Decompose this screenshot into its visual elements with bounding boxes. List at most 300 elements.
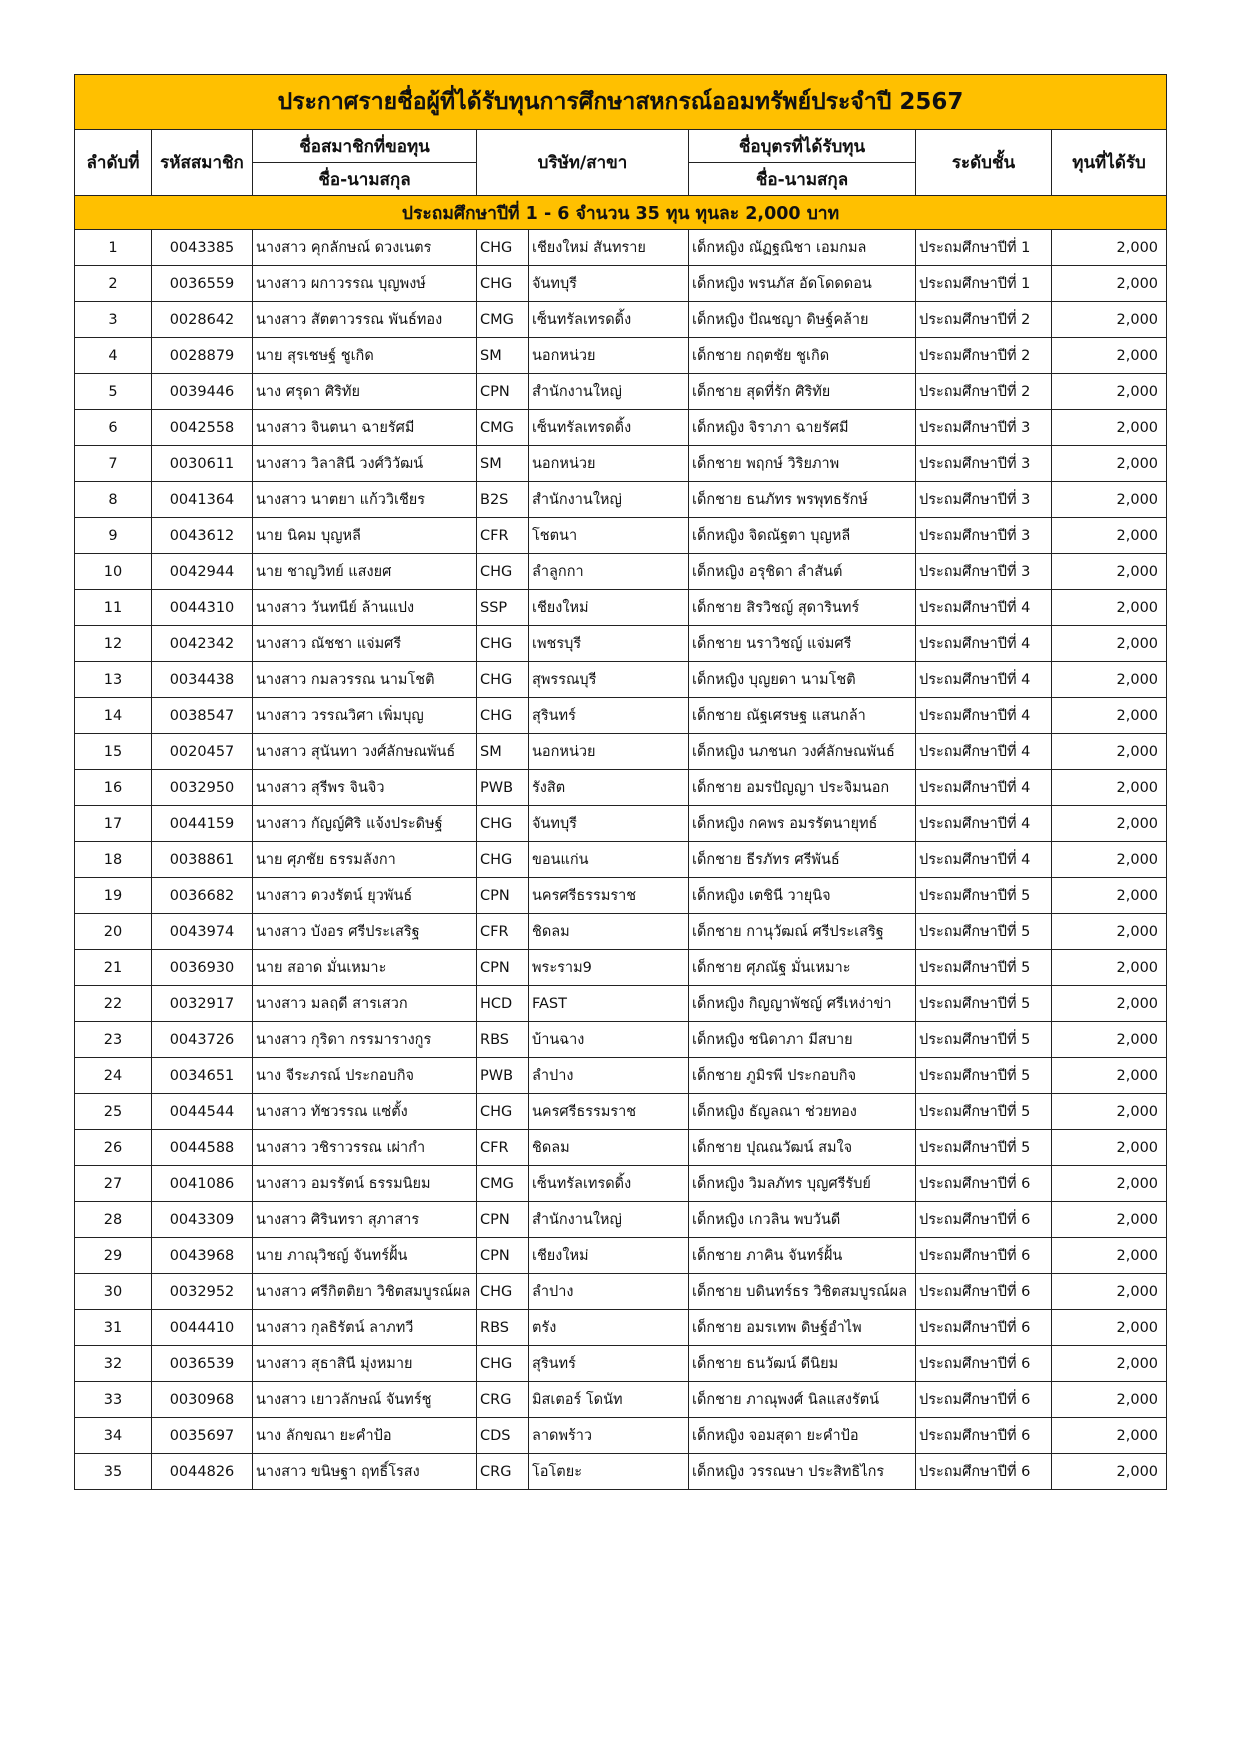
table-row [75,1238,1167,1274]
cell-company: B2S [477,482,529,518]
cell-branch: ชิดลม [529,1130,689,1166]
header-company-branch: บริษัท/สาขา [477,130,689,196]
cell-child: เด็กชาย ภาณุพงศ์ นิลแสงรัตน์ [689,1382,916,1418]
cell-no: 30 [75,1274,152,1310]
cell-child: เด็กหญิง วรรณษา ประสิทธิไกร [689,1454,916,1490]
header-child-bottom: ชื่อ-นามสกุล [689,163,916,196]
cell-child: เด็กหญิง กิญญาพัชญ์ ศรีเหง่าข่า [689,986,916,1022]
cell-no: 35 [75,1454,152,1490]
cell-no: 9 [75,518,152,554]
cell-member-id: 0044588 [152,1130,253,1166]
table-row [75,1382,1167,1418]
table-row [75,374,1167,410]
cell-company: CFR [477,914,529,950]
table-row [75,698,1167,734]
cell-child: เด็กหญิง ณัฏฐณิชา เอมกมล [689,230,916,266]
cell-company: RBS [477,1310,529,1346]
header-applicant-top: ชื่อสมาชิกที่ขอทุน [253,130,477,163]
cell-company: PWB [477,770,529,806]
cell-company: CHG [477,842,529,878]
cell-company: CMG [477,302,529,338]
header-applicant-bottom: ชื่อ-นามสกุล [253,163,477,196]
cell-level: ประถมศึกษาปีที่ 5 [916,950,1052,986]
table-row [75,914,1167,950]
cell-branch: เชียงใหม่ [529,1238,689,1274]
cell-amount: 2,000 [1052,302,1167,338]
table-row [75,1094,1167,1130]
cell-child: เด็กชาย ภูมิรพี ประกอบกิจ [689,1058,916,1094]
cell-no: 27 [75,1166,152,1202]
cell-member-id: 0035697 [152,1418,253,1454]
table-body [75,230,1167,1490]
cell-child: เด็กหญิง เตชินี วายุนิจ [689,878,916,914]
cell-amount: 2,000 [1052,1454,1167,1490]
table-row [75,266,1167,302]
cell-child: เด็กชาย ธนภัทร พรพุทธรักษ์ [689,482,916,518]
cell-branch: นอกหน่วย [529,338,689,374]
cell-child: เด็กหญิง วิมลภัทร บุญศรีรับย์ [689,1166,916,1202]
cell-company: CPN [477,1238,529,1274]
cell-member-id: 0043612 [152,518,253,554]
cell-no: 18 [75,842,152,878]
cell-member-id: 0030968 [152,1382,253,1418]
cell-level: ประถมศึกษาปีที่ 4 [916,734,1052,770]
table-row [75,446,1167,482]
cell-no: 21 [75,950,152,986]
cell-member-id: 0044826 [152,1454,253,1490]
cell-level: ประถมศึกษาปีที่ 1 [916,230,1052,266]
cell-child: เด็กชาย ปุณณวัฒน์ สมใจ [689,1130,916,1166]
cell-child: เด็กชาย ธีรภัทร ศรีพันธ์ [689,842,916,878]
cell-child: เด็กชาย สุดที่รัก ศิริทัย [689,374,916,410]
section-heading: ประถมศึกษาปีที่ 1 - 6 จำนวน 35 ทุน ทุนละ 2,000 บาท [75,196,1167,230]
cell-level: ประถมศึกษาปีที่ 4 [916,698,1052,734]
cell-applicant: นางสาว ขนิษฐา ฤทธิ์โรสง [253,1454,477,1490]
cell-branch: ตรัง [529,1310,689,1346]
cell-applicant: นาย ชาญวิทย์ แสงยศ [253,554,477,590]
cell-amount: 2,000 [1052,1166,1167,1202]
cell-amount: 2,000 [1052,1238,1167,1274]
cell-amount: 2,000 [1052,410,1167,446]
cell-company: PWB [477,1058,529,1094]
cell-level: ประถมศึกษาปีที่ 5 [916,1022,1052,1058]
cell-company: CHG [477,230,529,266]
cell-level: ประถมศึกษาปีที่ 5 [916,1130,1052,1166]
cell-applicant: นางสาว อมรรัตน์ ธรรมนิยม [253,1166,477,1202]
cell-level: ประถมศึกษาปีที่ 5 [916,986,1052,1022]
cell-child: เด็กหญิง จิราภา ฉายรัศมี [689,410,916,446]
cell-no: 10 [75,554,152,590]
cell-member-id: 0044159 [152,806,253,842]
cell-branch: เชียงใหม่ [529,590,689,626]
cell-amount: 2,000 [1052,986,1167,1022]
cell-branch: เซ็นทรัลเทรดดิ้ง [529,1166,689,1202]
cell-child: เด็กหญิง กคพร อมรรัตนายุทธ์ [689,806,916,842]
table-row [75,338,1167,374]
header-level: ระดับชั้น [916,130,1052,196]
scholarship-table [74,74,1167,1490]
cell-branch: ลำปาง [529,1274,689,1310]
table-row [75,590,1167,626]
cell-amount: 2,000 [1052,1382,1167,1418]
cell-applicant: นางสาว กุลธิรัตน์ ลาภทวี [253,1310,477,1346]
cell-level: ประถมศึกษาปีที่ 4 [916,662,1052,698]
table-row [75,518,1167,554]
cell-applicant: นางสาว ณัชชา แจ่มศรี [253,626,477,662]
cell-member-id: 0044310 [152,590,253,626]
cell-applicant: นาย นิคม บุญหลี [253,518,477,554]
table-row [75,1130,1167,1166]
cell-member-id: 0044410 [152,1310,253,1346]
cell-level: ประถมศึกษาปีที่ 2 [916,302,1052,338]
cell-applicant: นางสาว ศิรินทรา สุภาสาร [253,1202,477,1238]
cell-branch: สุพรรณบุรี [529,662,689,698]
cell-amount: 2,000 [1052,1130,1167,1166]
cell-amount: 2,000 [1052,806,1167,842]
table-row [75,554,1167,590]
cell-applicant: นางสาว วรรณวิศา เพิ่มบุญ [253,698,477,734]
cell-applicant: นางสาว วชิราวรรณ เผ่ากำ [253,1130,477,1166]
cell-branch: เซ็นทรัลเทรดดิ้ง [529,410,689,446]
cell-company: SSP [477,590,529,626]
cell-company: CHG [477,554,529,590]
cell-child: เด็กชาย สิรวิชญ์ สุดารินทร์ [689,590,916,626]
cell-child: เด็กชาย กฤตชัย ชูเกิด [689,338,916,374]
scholarship-announcement [74,74,1166,1490]
cell-child: เด็กชาย ณัฐเศรษฐ แสนกล้า [689,698,916,734]
cell-member-id: 0042558 [152,410,253,446]
cell-level: ประถมศึกษาปีที่ 3 [916,554,1052,590]
cell-child: เด็กหญิง พรนภัส อัดโดดดอน [689,266,916,302]
cell-applicant: นางสาว นาตยา แก้ววิเชียร [253,482,477,518]
cell-company: CMG [477,1166,529,1202]
cell-applicant: นางสาว สุธาสินี มุ่งหมาย [253,1346,477,1382]
cell-branch: สำนักงานใหญ่ [529,374,689,410]
cell-member-id: 0038547 [152,698,253,734]
table-row [75,1202,1167,1238]
cell-no: 3 [75,302,152,338]
cell-branch: นครศรีธรรมราช [529,878,689,914]
cell-level: ประถมศึกษาปีที่ 5 [916,1094,1052,1130]
cell-no: 16 [75,770,152,806]
cell-applicant: นางสาว วิลาสินี วงศ์วิวัฒน์ [253,446,477,482]
table-row [75,662,1167,698]
cell-applicant: นางสาว สุรีพร จินจิว [253,770,477,806]
cell-amount: 2,000 [1052,1418,1167,1454]
cell-amount: 2,000 [1052,446,1167,482]
cell-amount: 2,000 [1052,698,1167,734]
cell-level: ประถมศึกษาปีที่ 4 [916,590,1052,626]
cell-no: 8 [75,482,152,518]
cell-no: 5 [75,374,152,410]
cell-branch: จันทบุรี [529,266,689,302]
cell-no: 11 [75,590,152,626]
cell-company: CRG [477,1382,529,1418]
cell-amount: 2,000 [1052,1310,1167,1346]
cell-no: 17 [75,806,152,842]
cell-branch: สุรินทร์ [529,698,689,734]
table-row [75,230,1167,266]
table-row [75,770,1167,806]
cell-applicant: นางสาว คุกลักษณ์ ดวงเนตร [253,230,477,266]
cell-no: 34 [75,1418,152,1454]
cell-applicant: นางสาว สุนันทา วงศ์ลักษณพันธ์ [253,734,477,770]
cell-level: ประถมศึกษาปีที่ 4 [916,770,1052,806]
cell-member-id: 0034651 [152,1058,253,1094]
header-amount: ทุนที่ได้รับ [1052,130,1167,196]
cell-member-id: 0043385 [152,230,253,266]
table-row [75,302,1167,338]
cell-company: HCD [477,986,529,1022]
cell-branch: เซ็นทรัลเทรดดิ้ง [529,302,689,338]
cell-member-id: 0030611 [152,446,253,482]
cell-member-id: 0042342 [152,626,253,662]
cell-applicant: นาง จีระภรณ์ ประกอบกิจ [253,1058,477,1094]
cell-company: CHG [477,626,529,662]
cell-branch: ลำลูกกา [529,554,689,590]
cell-company: CMG [477,410,529,446]
cell-no: 13 [75,662,152,698]
cell-branch: สำนักงานใหญ่ [529,1202,689,1238]
cell-level: ประถมศึกษาปีที่ 6 [916,1202,1052,1238]
cell-amount: 2,000 [1052,1346,1167,1382]
cell-branch: พระราม9 [529,950,689,986]
cell-level: ประถมศึกษาปีที่ 6 [916,1454,1052,1490]
cell-applicant: นางสาว ทัชวรรณ แซ่ตั้ง [253,1094,477,1130]
cell-no: 31 [75,1310,152,1346]
cell-amount: 2,000 [1052,770,1167,806]
table-row [75,986,1167,1022]
cell-amount: 2,000 [1052,914,1167,950]
cell-no: 32 [75,1346,152,1382]
cell-member-id: 0042944 [152,554,253,590]
cell-no: 33 [75,1382,152,1418]
cell-applicant: นางสาว เยาวลักษณ์ จันทร์ชู [253,1382,477,1418]
cell-applicant: นาง ลักขณา ยะคำป้อ [253,1418,477,1454]
cell-member-id: 0038861 [152,842,253,878]
cell-company: CPN [477,950,529,986]
cell-branch: ขอนแก่น [529,842,689,878]
cell-applicant: นาย สุรเชษฐ์ ชูเกิด [253,338,477,374]
cell-branch: เชียงใหม่ สันทราย [529,230,689,266]
cell-applicant: นางสาว ดวงรัตน์ ยุวพันธ์ [253,878,477,914]
cell-member-id: 0028879 [152,338,253,374]
cell-company: CPN [477,1202,529,1238]
table-row [75,1022,1167,1058]
cell-company: RBS [477,1022,529,1058]
cell-applicant: นางสาว ศรีกิตติยา วิชิตสมบูรณ์ผล [253,1274,477,1310]
cell-applicant: นาง ศรุดา ศิริทัย [253,374,477,410]
cell-level: ประถมศึกษาปีที่ 1 [916,266,1052,302]
cell-level: ประถมศึกษาปีที่ 6 [916,1274,1052,1310]
cell-child: เด็กหญิง นภชนก วงศ์ลักษณพันธ์ [689,734,916,770]
cell-child: เด็กหญิง อรุชิดา ลำสันต์ [689,554,916,590]
cell-applicant: นางสาว กุริดา กรรมารางกูร [253,1022,477,1058]
cell-amount: 2,000 [1052,878,1167,914]
cell-branch: ลำปาง [529,1058,689,1094]
table-row [75,806,1167,842]
table-row [75,842,1167,878]
cell-branch: สำนักงานใหญ่ [529,482,689,518]
cell-member-id: 0043726 [152,1022,253,1058]
cell-level: ประถมศึกษาปีที่ 6 [916,1238,1052,1274]
cell-no: 14 [75,698,152,734]
cell-branch: สุรินทร์ [529,1346,689,1382]
cell-child: เด็กหญิง บุญยดา นามโชติ [689,662,916,698]
cell-company: CDS [477,1418,529,1454]
table-row [75,410,1167,446]
cell-child: เด็กหญิง ชนิดาภา มีสบาย [689,1022,916,1058]
cell-no: 15 [75,734,152,770]
cell-amount: 2,000 [1052,1022,1167,1058]
cell-member-id: 0043974 [152,914,253,950]
cell-child: เด็กหญิง จิดณัฐตา บุญหลี [689,518,916,554]
cell-applicant: นาย สอาด มั่นเหมาะ [253,950,477,986]
cell-amount: 2,000 [1052,230,1167,266]
cell-child: เด็กชาย ธนวัฒน์ ดีนิยม [689,1346,916,1382]
cell-child: เด็กหญิง จอมสุดา ยะคำป้อ [689,1418,916,1454]
cell-amount: 2,000 [1052,1274,1167,1310]
cell-company: CPN [477,374,529,410]
cell-amount: 2,000 [1052,842,1167,878]
cell-branch: ลาดพร้าว [529,1418,689,1454]
cell-no: 19 [75,878,152,914]
cell-amount: 2,000 [1052,338,1167,374]
cell-level: ประถมศึกษาปีที่ 5 [916,878,1052,914]
cell-amount: 2,000 [1052,950,1167,986]
cell-applicant: นางสาว บังอร ศรีประเสริฐ [253,914,477,950]
cell-company: CPN [477,878,529,914]
cell-no: 26 [75,1130,152,1166]
cell-branch: นอกหน่วย [529,446,689,482]
cell-no: 20 [75,914,152,950]
table-row [75,1058,1167,1094]
cell-member-id: 0043309 [152,1202,253,1238]
cell-level: ประถมศึกษาปีที่ 4 [916,626,1052,662]
cell-amount: 2,000 [1052,554,1167,590]
table-row [75,482,1167,518]
cell-child: เด็กชาย ศุภณัฐ มั่นเหมาะ [689,950,916,986]
cell-branch: นอกหน่วย [529,734,689,770]
cell-child: เด็กหญิง เกวลิน พบวันดี [689,1202,916,1238]
cell-no: 25 [75,1094,152,1130]
table-row [75,878,1167,914]
cell-branch: ชิดลม [529,914,689,950]
cell-amount: 2,000 [1052,374,1167,410]
cell-amount: 2,000 [1052,518,1167,554]
cell-branch: โชตนา [529,518,689,554]
cell-amount: 2,000 [1052,266,1167,302]
cell-company: CFR [477,1130,529,1166]
cell-child: เด็กหญิง ปัณชญา ดิษฐ์คล้าย [689,302,916,338]
header-child-top: ชื่อบุตรที่ได้รับทุน [689,130,916,163]
cell-applicant: นางสาว กัญญ์ศิริ แจ้งประดิษฐ์ [253,806,477,842]
cell-no: 4 [75,338,152,374]
cell-company: CHG [477,1274,529,1310]
cell-level: ประถมศึกษาปีที่ 2 [916,338,1052,374]
cell-level: ประถมศึกษาปีที่ 4 [916,806,1052,842]
cell-branch: นครศรีธรรมราช [529,1094,689,1130]
cell-company: SM [477,734,529,770]
cell-no: 1 [75,230,152,266]
cell-applicant: นางสาว สัตตาวรรณ พันธ์ทอง [253,302,477,338]
cell-company: CFR [477,518,529,554]
cell-company: CRG [477,1454,529,1490]
cell-member-id: 0034438 [152,662,253,698]
page-title: ประกาศรายชื่อผู้ที่ได้รับทุนการศึกษาสหกรณ์ออมทรัพย์ประจำปี 2567 [75,75,1167,130]
cell-branch: มิสเตอร์ โดนัท [529,1382,689,1418]
cell-child: เด็กชาย ภาคิน จันทร์ฝั้น [689,1238,916,1274]
cell-company: CHG [477,1346,529,1382]
cell-branch: โอโตยะ [529,1454,689,1490]
cell-member-id: 0041086 [152,1166,253,1202]
cell-level: ประถมศึกษาปีที่ 3 [916,482,1052,518]
cell-applicant: นางสาว จินตนา ฉายรัศมี [253,410,477,446]
cell-no: 22 [75,986,152,1022]
cell-no: 23 [75,1022,152,1058]
cell-amount: 2,000 [1052,1058,1167,1094]
cell-member-id: 0020457 [152,734,253,770]
cell-child: เด็กชาย กานุวัฒณ์ ศรีประเสริฐ [689,914,916,950]
cell-level: ประถมศึกษาปีที่ 2 [916,374,1052,410]
cell-member-id: 0041364 [152,482,253,518]
cell-amount: 2,000 [1052,734,1167,770]
cell-company: CHG [477,662,529,698]
cell-no: 24 [75,1058,152,1094]
cell-branch: FAST [529,986,689,1022]
cell-level: ประถมศึกษาปีที่ 3 [916,446,1052,482]
cell-level: ประถมศึกษาปีที่ 5 [916,914,1052,950]
cell-company: SM [477,338,529,374]
cell-child: เด็กชาย อมรเทพ ดิษฐ์อำไพ [689,1310,916,1346]
cell-child: เด็กหญิง ธัญลณา ช่วยทอง [689,1094,916,1130]
cell-no: 6 [75,410,152,446]
cell-member-id: 0032950 [152,770,253,806]
cell-applicant: นางสาว กมลวรรณ นามโชติ [253,662,477,698]
cell-level: ประถมศึกษาปีที่ 6 [916,1382,1052,1418]
cell-company: CHG [477,266,529,302]
cell-amount: 2,000 [1052,482,1167,518]
cell-company: SM [477,446,529,482]
cell-amount: 2,000 [1052,1202,1167,1238]
cell-member-id: 0028642 [152,302,253,338]
table-row [75,1346,1167,1382]
cell-no: 7 [75,446,152,482]
cell-branch: บ้านฉาง [529,1022,689,1058]
cell-member-id: 0032952 [152,1274,253,1310]
cell-level: ประถมศึกษาปีที่ 3 [916,518,1052,554]
cell-member-id: 0043968 [152,1238,253,1274]
cell-member-id: 0039446 [152,374,253,410]
cell-no: 12 [75,626,152,662]
cell-applicant: นางสาว มลฤดี สารเสวก [253,986,477,1022]
cell-applicant: นางสาว ผกาวรรณ บุญพงษ์ [253,266,477,302]
cell-level: ประถมศึกษาปีที่ 6 [916,1346,1052,1382]
cell-child: เด็กชาย บดินทร์ธร วิชิตสมบูรณ์ผล [689,1274,916,1310]
cell-member-id: 0036682 [152,878,253,914]
cell-company: CHG [477,1094,529,1130]
cell-no: 29 [75,1238,152,1274]
cell-branch: จันทบุรี [529,806,689,842]
table-row [75,734,1167,770]
cell-level: ประถมศึกษาปีที่ 4 [916,842,1052,878]
table-row [75,1418,1167,1454]
table-row [75,1166,1167,1202]
cell-child: เด็กชาย อมรปัญญา ประจิมนอก [689,770,916,806]
cell-no: 2 [75,266,152,302]
cell-amount: 2,000 [1052,590,1167,626]
cell-company: CHG [477,806,529,842]
